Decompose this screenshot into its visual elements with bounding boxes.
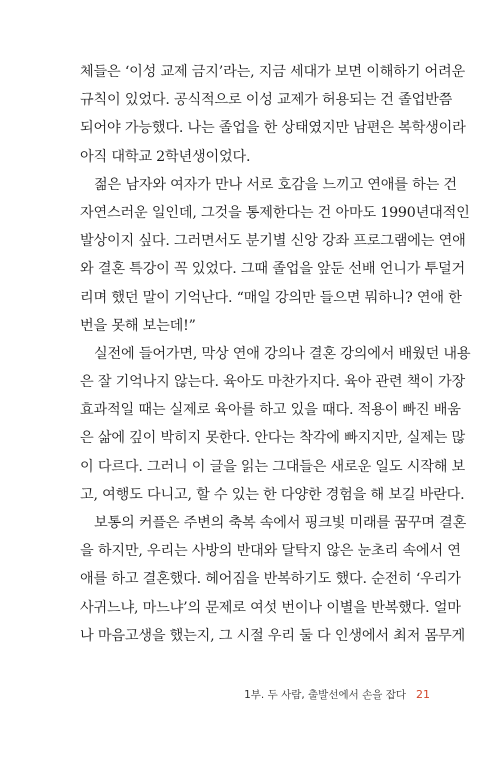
text-line: 애를 하고 결혼했다. 헤어짐을 반복하기도 했다. 순전히 ‘우리가 bbox=[80, 571, 461, 588]
text-line: 되어야 가능했다. 나는 졸업을 한 상태였지만 남편은 복학생이라 bbox=[80, 120, 466, 137]
text-line: 체들은 ‘이성 교제 금지’라는, 지금 세대가 보면 이해하기 어려운 bbox=[80, 64, 466, 80]
body-text bbox=[80, 58, 471, 650]
text-line: 은 잘 기억나지 않는다. 육아도 마찬가지다. 육아 관련 책이 가장 bbox=[80, 374, 466, 391]
text-line: 실전에 들어가면, 막상 연애 강의나 결혼 강의에서 배웠던 내용 bbox=[94, 345, 471, 362]
text-line: 아직 대학교 2학년생이었다. bbox=[80, 148, 251, 165]
text-line: 은 삶에 깊이 박히지 못한다. 안다는 착각에 빠지지만, 실제는 많 bbox=[80, 430, 466, 447]
text-line: 발상이지 싶다. 그러면서도 분기별 신앙 강좌 프로그램에는 연애 bbox=[80, 233, 466, 250]
text-line: 와 결혼 특강이 꼭 있었다. 그때 졸업을 앞둔 선배 언니가 투덜거 bbox=[80, 261, 466, 278]
text-line: 보통의 커플은 주변의 축복 속에서 핑크빛 미래를 꿈꾸며 결혼 bbox=[94, 515, 467, 531]
text-line: 번을 못해 보는데!” bbox=[80, 317, 196, 334]
page-footer bbox=[244, 687, 430, 702]
text-line: 을 하지만, 우리는 사방의 반대와 달탁지 않은 눈초리 속에서 연 bbox=[80, 543, 461, 560]
text-line: 이 다르다. 그러니 이 글을 읽는 그대들은 새로운 일도 시작해 보 bbox=[80, 458, 466, 475]
text-line: 효과적일 때는 실제로 육아를 하고 있을 때다. 적용이 빠진 배움 bbox=[80, 402, 461, 419]
text-line: 젊은 남자와 여자가 만나 서로 호감을 느끼고 연애를 하는 건 bbox=[94, 176, 457, 193]
text-line: 고, 여행도 다니고, 할 수 있는 한 다양한 경험을 해 보길 바란다. bbox=[80, 486, 465, 503]
text-line: 리며 했던 말이 기억난다. “매일 강의만 들으면 뭐하니? 연애 한 bbox=[80, 289, 462, 306]
text-line: 사귀느냐, 마느냐’의 문제로 여섯 번이나 이별을 반복했다. 얼마 bbox=[80, 599, 461, 616]
text-line: 규칙이 있었다. 공식적으로 이성 교제가 허용되는 건 졸업반쯤 bbox=[80, 92, 453, 109]
page-number: 21 bbox=[416, 688, 430, 701]
text-line: 자연스러운 일인데, 그것을 통제한다는 건 아마도 1990년대적인 bbox=[80, 204, 470, 221]
text-line: 나 마음고생을 했는지, 그 시절 우리 둘 다 인생에서 최저 몸무게 bbox=[80, 627, 466, 644]
running-title: 1부. 두 사람, 출발선에서 손을 잡다 bbox=[244, 689, 406, 701]
